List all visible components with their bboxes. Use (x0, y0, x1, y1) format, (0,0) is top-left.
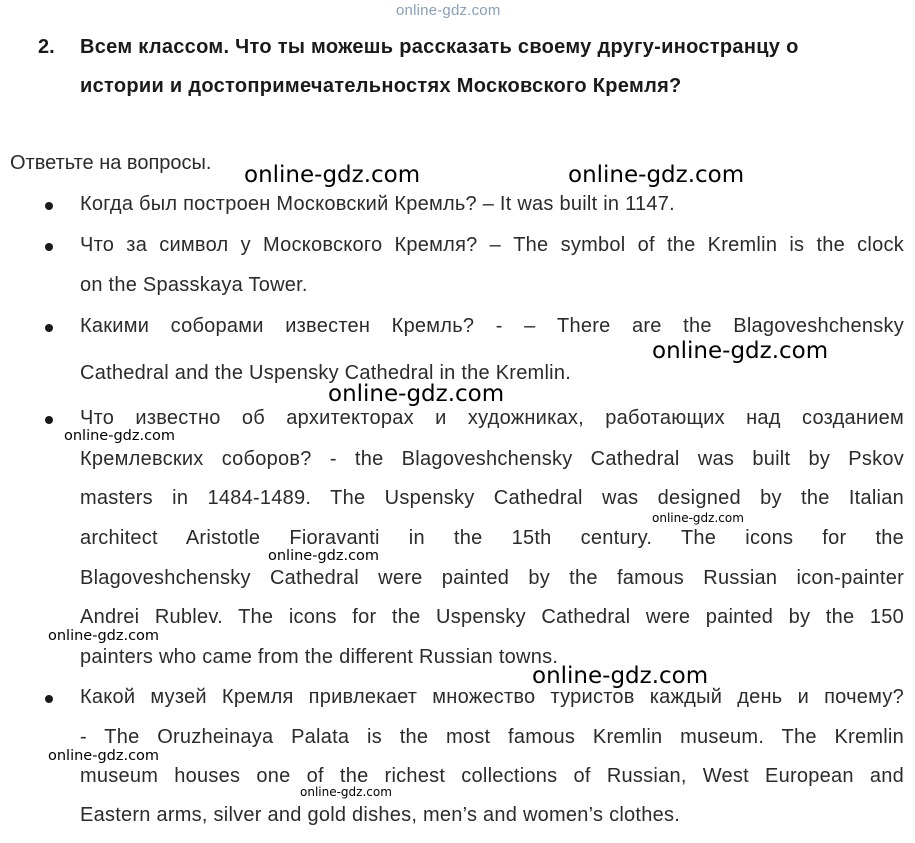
watermark: online-gdz.com (48, 748, 160, 764)
bullet-3 (45, 324, 53, 332)
watermark: online-gdz.com (532, 663, 709, 689)
watermark: online-gdz.com (568, 162, 745, 188)
watermark: online-gdz.com (268, 548, 380, 564)
question-5-line-2: - The Oruzheinaya Palata is the most famous Kremlin museum. The Kremlin (80, 726, 904, 748)
question-4-line-5: Blagoveshchensky Cathedral were painted by the famous Russian icon-painter (80, 567, 904, 589)
bullet-2 (45, 243, 53, 251)
question-1-line: Когда был построен Московский Кремль? – It was built in 1147. (80, 193, 675, 215)
watermark: online-gdz.com (48, 628, 160, 644)
question-4-line-2: Кремлевских соборов? - the Blagoveshchensky Cathedral was built by Pskov (80, 448, 904, 470)
question-4-line-3: masters in 1484-1489. The Uspensky Cathedral was designed by the Italian (80, 487, 904, 509)
question-3-line-2: Cathedral and the Uspensky Cathedral in the Kremlin. (80, 362, 572, 384)
bullet-4 (45, 416, 53, 424)
top-watermark: online-gdz.com (396, 2, 501, 19)
watermark: online-gdz.com (328, 381, 505, 407)
task-number: 2. (38, 36, 55, 58)
intro-text: Ответьте на вопросы. (10, 152, 212, 174)
watermark: online-gdz.com (652, 511, 744, 525)
watermark: online-gdz.com (64, 428, 176, 444)
question-3-line-1: Какими соборами известен Кремль? - – There are the Blagoveshchensky (80, 315, 904, 337)
question-5-line-3: museum houses one of the richest collections of Russian, West European and (80, 765, 904, 787)
question-5-line-4: Eastern arms, silver and gold dishes, men’s and women’s clothes. (80, 804, 680, 826)
watermark: online-gdz.com (244, 162, 421, 188)
watermark: online-gdz.com (300, 785, 392, 799)
question-2-line-2: on the Spasskaya Tower. (80, 274, 308, 296)
question-4-line-6: Andrei Rublev. The icons for the Uspensky Cathedral were painted by the 150 (80, 606, 904, 628)
question-2-line-1: Что за символ у Московского Кремля? – The symbol of the Kremlin is the clock (80, 234, 904, 256)
question-4-line-1: Что известно об архитекторах и художниках, работающих над созданием (80, 407, 904, 429)
bullet-5 (45, 695, 53, 703)
task-title-line-1: Всем классом. Что ты можешь рассказать своему другу-иностранцу о (80, 36, 799, 58)
question-4-line-7: painters who came from the different Russian towns. (80, 646, 559, 668)
question-5-line-1: Какой музей Кремля привлекает множество туристов каждый день и почему? (80, 686, 904, 708)
task-title-line-2: истории и достопримечательностях Московского Кремля? (80, 75, 682, 97)
bullet-1 (45, 202, 53, 210)
question-4-line-4: architect Aristotle Fioravanti in the 15th century. The icons for the (80, 527, 904, 549)
watermark: online-gdz.com (652, 338, 829, 364)
